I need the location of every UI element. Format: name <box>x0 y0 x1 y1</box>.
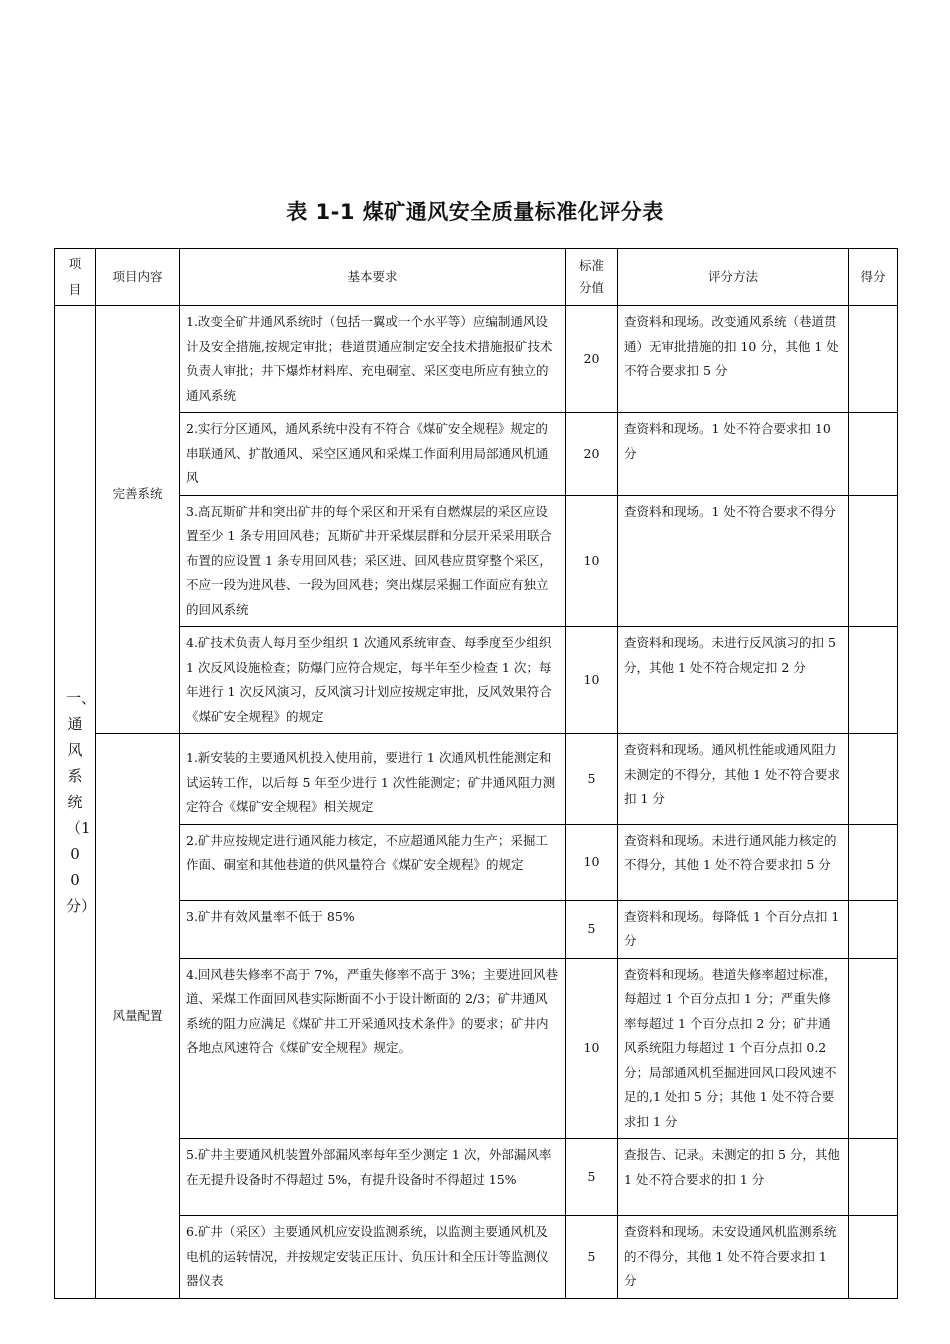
header-project: 项目 <box>55 249 96 306</box>
group-name: 风量配置 <box>96 734 180 1299</box>
method-cell: 查资料和现场。1 处不符合要求不得分 <box>618 495 849 627</box>
requirement-cell: 5.矿井主要通风机装置外部漏风率每年至少测定 1 次，外部漏风率在无提升设备时不得超过 5%，有提升设备时不得超过 15% <box>180 1139 566 1216</box>
score-cell: 5 <box>566 1216 618 1299</box>
method-cell: 查资料和现场。改变通风系统（巷道贯通）无审批措施的扣 10 分，其他 1 处不符合要求扣 5 分 <box>618 306 849 413</box>
table-row <box>55 958 898 1139</box>
header-result: 得分 <box>849 249 898 306</box>
score-cell: 5 <box>566 734 618 825</box>
method-cell: 查资料和现场。未进行反风演习的扣 5 分，其他 1 处不符合规定扣 2 分 <box>618 627 849 734</box>
table-row <box>55 1139 898 1216</box>
requirement-cell: 4.回风巷失修率不高于 7%，严重失修率不高于 3%；主要进回风巷道、采煤工作面回风巷实际断面不小于设计断面的 2/3；矿井通风系统的阻力应满足《煤矿井工开采通风技术条件》的要求；矿井内各地点风速符合《煤矿安全规程》规定。 <box>180 958 566 1139</box>
result-cell[interactable] <box>849 413 898 496</box>
result-cell[interactable] <box>849 1216 898 1299</box>
header-row <box>55 249 898 306</box>
result-cell[interactable] <box>849 627 898 734</box>
score-cell: 5 <box>566 900 618 958</box>
requirement-cell: 3.高瓦斯矿井和突出矿井的每个采区和开采有自燃煤层的采区应设置至少 1 条专用回风巷；瓦斯矿井开采煤层群和分层开采采用联合布置的应设置 1 条专用回风巷；采区进、回风巷应贯穿整个采区，不应一段为进风巷、一段为回风巷；突出煤层采掘工作面应有独立的回风系统 <box>180 495 566 627</box>
requirement-cell: 2.矿井应按规定进行通风能力核定，不应超通风能力生产；采掘工作面、硐室和其他巷道的供风量符合《煤矿安全规程》的规定 <box>180 824 566 900</box>
score-cell: 20 <box>566 413 618 496</box>
scoring-table <box>54 248 898 1299</box>
requirement-cell: 1.新安装的主要通风机投入使用前，要进行 1 次通风机性能测定和试运转工作，以后每 5 年至少进行 1 次性能测定；矿井通风阻力测定符合《煤矿安全规程》相关规定 <box>180 734 566 825</box>
table-row <box>55 1216 898 1299</box>
table-row <box>55 900 898 958</box>
project-cell <box>55 306 96 1299</box>
method-cell: 查资料和现场。未进行通风能力核定的不得分，其他 1 处不符合要求扣 5 分 <box>618 824 849 900</box>
header-score: 标准分值 <box>566 249 618 306</box>
method-cell: 查资料和现场。通风机性能或通风阻力未测定的不得分，其他 1 处不符合要求扣 1 分 <box>618 734 849 825</box>
table-row <box>55 734 898 825</box>
score-cell: 10 <box>566 495 618 627</box>
table-row <box>55 824 898 900</box>
requirement-cell: 1.改变全矿井通风系统时（包括一翼或一个水平等）应编制通风设计及安全措施,按规定审批；巷道贯通应制定安全技术措施报矿技术负责人审批；井下爆炸材料库、充电硐室、采区变电所应有独立的通风系统 <box>180 306 566 413</box>
group-name: 完善系统 <box>96 306 180 734</box>
method-cell: 查资料和现场。1 处不符合要求扣 10 分 <box>618 413 849 496</box>
result-cell[interactable] <box>849 306 898 413</box>
result-cell[interactable] <box>849 1139 898 1216</box>
score-cell: 20 <box>566 306 618 413</box>
method-cell: 查报告、记录。未测定的扣 5 分，其他 1 处不符合要求的扣 1 分 <box>618 1139 849 1216</box>
table-row <box>55 627 898 734</box>
table-row <box>55 495 898 627</box>
result-cell[interactable] <box>849 900 898 958</box>
requirement-cell: 6.矿井（采区）主要通风机应安设监测系统，以监测主要通风机及电机的运转情况，并按规定安装正压计、负压计和全压计等监测仪器仪表 <box>180 1216 566 1299</box>
score-cell: 10 <box>566 958 618 1139</box>
score-cell: 10 <box>566 824 618 900</box>
result-cell[interactable] <box>849 734 898 825</box>
score-cell: 5 <box>566 1139 618 1216</box>
header-method: 评分方法 <box>618 249 849 306</box>
project-name: 一、通风系统（100分） <box>66 688 97 915</box>
table-row <box>55 306 898 413</box>
method-cell: 查资料和现场。未安设通风机监测系统的不得分，其他 1 处不符合要求扣 1 分 <box>618 1216 849 1299</box>
table-title: 表 1-1 煤矿通风安全质量标准化评分表 <box>286 200 664 224</box>
method-cell: 查资料和现场。巷道失修率超过标准，每超过 1 个百分点扣 1 分；严重失修率每超过 1 个百分点扣 2 分；矿井通风系统阻力每超过 1 个百分点扣 0.2 分；局部通风机至掘进回风口段风速不足的,1 处扣 5 分；其他 1 处不符合要求扣 1 分 <box>618 958 849 1139</box>
result-cell[interactable] <box>849 495 898 627</box>
requirement-cell: 3.矿井有效风量率不低于 85% <box>180 900 566 958</box>
requirement-cell: 2.实行分区通风，通风系统中没有不符合《煤矿安全规程》规定的串联通风、扩散通风、采空区通风和采煤工作面利用局部通风机通风 <box>180 413 566 496</box>
score-cell: 10 <box>566 627 618 734</box>
result-cell[interactable] <box>849 958 898 1139</box>
table-row <box>55 413 898 496</box>
header-requirement: 基本要求 <box>180 249 566 306</box>
result-cell[interactable] <box>849 824 898 900</box>
header-content: 项目内容 <box>96 249 180 306</box>
requirement-cell: 4.矿技术负责人每月至少组织 1 次通风系统审查、每季度至少组织 1 次反风设施检查；防爆门应符合规定，每半年至少检查 1 次；每年进行 1 次反风演习，反风演习计划应按规定审批，反风效果符合《煤矿安全规程》的规定 <box>180 627 566 734</box>
method-cell: 查资料和现场。每降低 1 个百分点扣 1 分 <box>618 900 849 958</box>
